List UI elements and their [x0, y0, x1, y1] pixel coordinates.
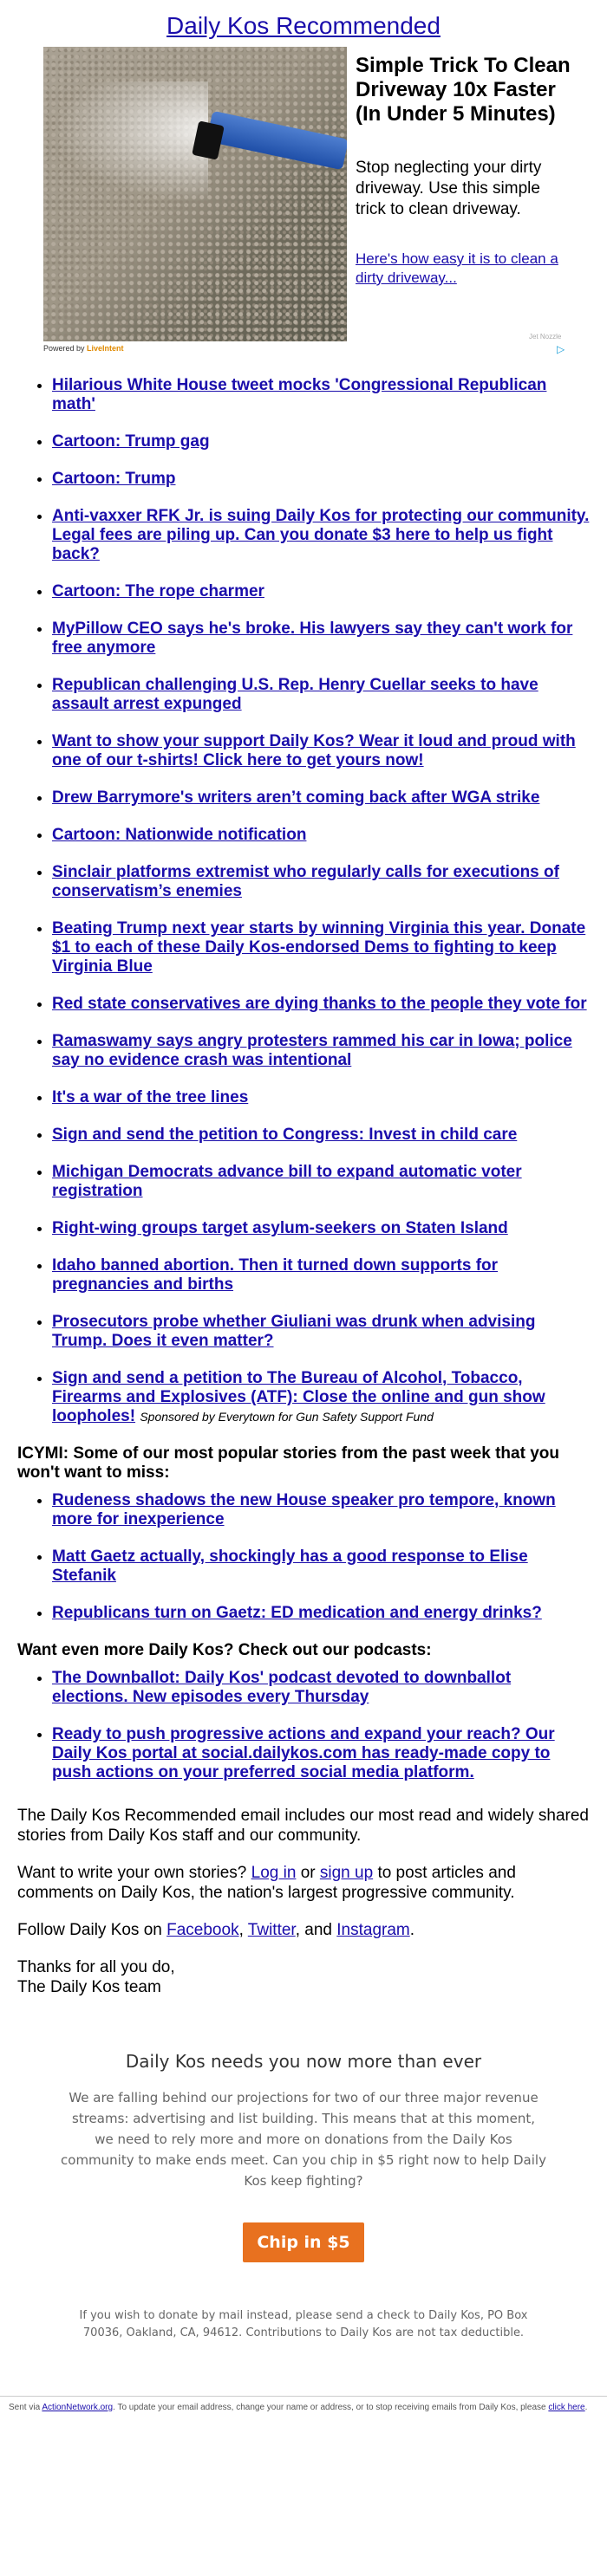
- story-item-link[interactable]: Want to show your support Daily Kos? Wear it loud and proud with one of our t-shirts! Click here to get yours now!: [52, 732, 576, 769]
- donate-body: We are falling behind our projections for two of our three major revenue streams: advertising and list building. This means that at this moment, we need to rely more and more on donations from the Daily Kos community to make ends meet. Can you chip in $5 right now to help Daily Kos keep fighting?: [61, 2090, 546, 2189]
- email-footer: [0, 2396, 607, 2419]
- podcast-item: [52, 1725, 590, 1782]
- login-link[interactable]: Log in: [251, 1864, 297, 1882]
- story-item: [52, 376, 590, 414]
- story-item-link[interactable]: Prosecutors probe whether Giuliani was drunk when advising Trump. Does it even matter?: [52, 1313, 536, 1350]
- actionnetwork-link[interactable]: ActionNetwork.org: [42, 2403, 114, 2412]
- footer-mid: . To update your email address, change your name or address, or to stop receiving emails from Daily Kos, please: [113, 2403, 546, 2412]
- story-item: [52, 732, 590, 770]
- icymi-item-link[interactable]: Republicans turn on Gaetz: ED medication and energy drinks?: [52, 1604, 542, 1622]
- story-item: [52, 507, 590, 564]
- story-item: [52, 620, 590, 658]
- powered-by-label: Powered by: [43, 344, 85, 353]
- story-item: [52, 995, 590, 1014]
- story-item-link[interactable]: MyPillow CEO says he's broke. His lawyers say they can't work for free anymore: [52, 620, 573, 657]
- story-item: [52, 1163, 590, 1201]
- story-item-link[interactable]: Republican challenging U.S. Rep. Henry Cuellar seeks to have assault arrest expunged: [52, 676, 538, 713]
- follow-paragraph: Follow Daily Kos on Facebook, Twitter, and Instagram.: [17, 1921, 415, 1939]
- story-item: [52, 432, 590, 451]
- facebook-link[interactable]: Facebook: [166, 1921, 239, 1939]
- podcasts-heading: Want even more Daily Kos? Check out our podcasts:: [17, 1641, 432, 1659]
- pressure-washer-nozzle: [206, 111, 347, 170]
- adchoices-icon[interactable]: ▷: [557, 343, 565, 355]
- and-text: and: [304, 1921, 332, 1939]
- icymi-item: [52, 1548, 590, 1586]
- story-item-link[interactable]: Ramaswamy says angry protesters rammed his car in Iowa; police say no evidence crash was intentional: [52, 1032, 572, 1069]
- podcast-item-link[interactable]: The Downballot: Daily Kos' podcast devoted to downballot elections. New episodes every Thursday: [52, 1669, 512, 1706]
- sponsor-note: Sponsored by Everytown for Gun Safety Support Fund: [140, 1410, 434, 1424]
- story-item-link[interactable]: Cartoon: Trump gag: [52, 432, 210, 451]
- icymi-heading: ICYMI: Some of our most popular stories from the past week that you won't want to miss:: [17, 1444, 559, 1482]
- donate-section: [0, 2051, 607, 2262]
- podcast-item-link[interactable]: Ready to push progressive actions and expand your reach? Our Daily Kos portal at social.dailykos.com has ready-made copy to push actions on your preferred social media platform.: [52, 1725, 555, 1781]
- story-item-link[interactable]: Cartoon: The rope charmer: [52, 582, 264, 600]
- liveintent-logo[interactable]: LiveIntent: [87, 344, 124, 353]
- mail-donation-note: If you wish to donate by mail instead, please send a check to Daily Kos, PO Box 70036, Oakland, CA, 94612. Contributions to Daily Kos are not tax deductible.: [79, 2309, 528, 2339]
- or-text: or: [300, 1864, 316, 1882]
- thanks-line: Thanks for all you do,: [17, 1958, 175, 1976]
- story-item-link[interactable]: Right-wing groups target asylum-seekers on Staten Island: [52, 1219, 508, 1237]
- water-spray: [52, 81, 208, 203]
- story-item: [52, 470, 590, 489]
- story-item: [52, 863, 590, 901]
- signup-link[interactable]: sign up: [319, 1864, 374, 1882]
- story-list: [0, 376, 607, 1426]
- story-item: [52, 1313, 590, 1351]
- ad-powered-by: [43, 344, 124, 353]
- story-item: [52, 1032, 590, 1070]
- story-item: [52, 676, 590, 714]
- ad-image[interactable]: [43, 47, 347, 341]
- ad-cta-link[interactable]: Here's how easy it is to clean a dirty driveway...: [356, 250, 558, 286]
- story-item-link[interactable]: Red state conservatives are dying thanks to the people they vote for: [52, 995, 587, 1013]
- podcast-item: [52, 1669, 590, 1707]
- story-item: [52, 1219, 590, 1238]
- story-item-link[interactable]: Anti-vaxxer RFK Jr. is suing Daily Kos for protecting our community. Legal fees are piling up. Can you donate $3 here to help us fight back?: [52, 507, 590, 563]
- story-item-link[interactable]: Drew Barrymore's writers aren’t coming back after WGA strike: [52, 788, 540, 807]
- story-item: [52, 1126, 590, 1145]
- story-item: [52, 582, 590, 601]
- icymi-item-link[interactable]: Rudeness shadows the new House speaker pro tempore, known more for inexperience: [52, 1491, 556, 1528]
- story-item-link[interactable]: Idaho banned abortion. Then it turned down supports for pregnancies and births: [52, 1256, 499, 1294]
- about-paragraph: The Daily Kos Recommended email includes our most read and widely shared stories from Daily Kos staff and our community.: [17, 1807, 589, 1845]
- story-item: [52, 919, 590, 977]
- story-item-link[interactable]: Cartoon: Trump: [52, 470, 176, 488]
- story-item-link[interactable]: Beating Trump next year starts by winning Virginia this year. Donate $1 to each of these Daily Kos-endorsed Dems to fighting to keep Virginia Blue: [52, 919, 586, 976]
- story-item: [52, 1256, 590, 1294]
- write-stories-pre: Want to write your own stories?: [17, 1864, 247, 1882]
- icymi-item: [52, 1604, 590, 1623]
- story-item-link[interactable]: Sign and send a petition to The Bureau of Alcohol, Tobacco, Firearms and Explosives (ATF): Close the online and gun show loopholes!: [52, 1369, 545, 1425]
- icymi-item-link[interactable]: Matt Gaetz actually, shockingly has a good response to Elise Stefanik: [52, 1548, 528, 1585]
- ad-advertiser-label: Jet Nozzle: [529, 333, 562, 341]
- instagram-link[interactable]: Instagram: [336, 1921, 410, 1939]
- icymi-item: [52, 1491, 590, 1529]
- sponsored-ad[interactable]: [43, 47, 572, 376]
- ad-title[interactable]: Simple Trick To Clean Driveway 10x Faster (In Under 5 Minutes): [356, 54, 571, 126]
- story-item: [52, 826, 590, 845]
- team-line: The Daily Kos team: [17, 1978, 161, 1996]
- footer-end: .: [584, 2403, 588, 2412]
- signoff: [17, 1957, 590, 1997]
- ad-body: Stop neglecting your dirty driveway. Use this simple trick to clean driveway.: [356, 159, 542, 218]
- header-title-link[interactable]: Daily Kos Recommended: [166, 12, 441, 39]
- story-item-link[interactable]: Cartoon: Nationwide notification: [52, 826, 307, 844]
- follow-pre: Follow Daily Kos on: [17, 1921, 162, 1939]
- unsubscribe-link[interactable]: click here: [548, 2403, 585, 2412]
- story-item: [52, 1369, 590, 1426]
- story-item-link[interactable]: Michigan Democrats advance bill to expand automatic voter registration: [52, 1163, 522, 1200]
- story-item: [52, 788, 590, 808]
- story-item: [52, 1088, 590, 1107]
- write-stories-post: to post articles and comments on Daily Kos, the nation's largest progressive community.: [17, 1864, 516, 1902]
- icymi-list: [0, 1491, 607, 1623]
- story-item-link[interactable]: Sinclair platforms extremist who regularly calls for executions of conservatism’s enemies: [52, 863, 559, 900]
- story-item-link[interactable]: It's a war of the tree lines: [52, 1088, 249, 1106]
- write-stories-paragraph: [17, 1863, 590, 1903]
- chip-in-button[interactable]: Chip in $5: [243, 2222, 364, 2262]
- twitter-link[interactable]: Twitter: [247, 1921, 296, 1939]
- donate-heading: Daily Kos needs you now more than ever: [125, 2051, 482, 2072]
- story-item-link[interactable]: Hilarious White House tweet mocks 'Congressional Republican math': [52, 376, 547, 413]
- email-header: [0, 0, 607, 47]
- footer-pre: Sent via: [9, 2403, 41, 2412]
- story-item-link[interactable]: Sign and send the petition to Congress: Invest in child care: [52, 1126, 518, 1144]
- podcasts-list: [0, 1669, 607, 1782]
